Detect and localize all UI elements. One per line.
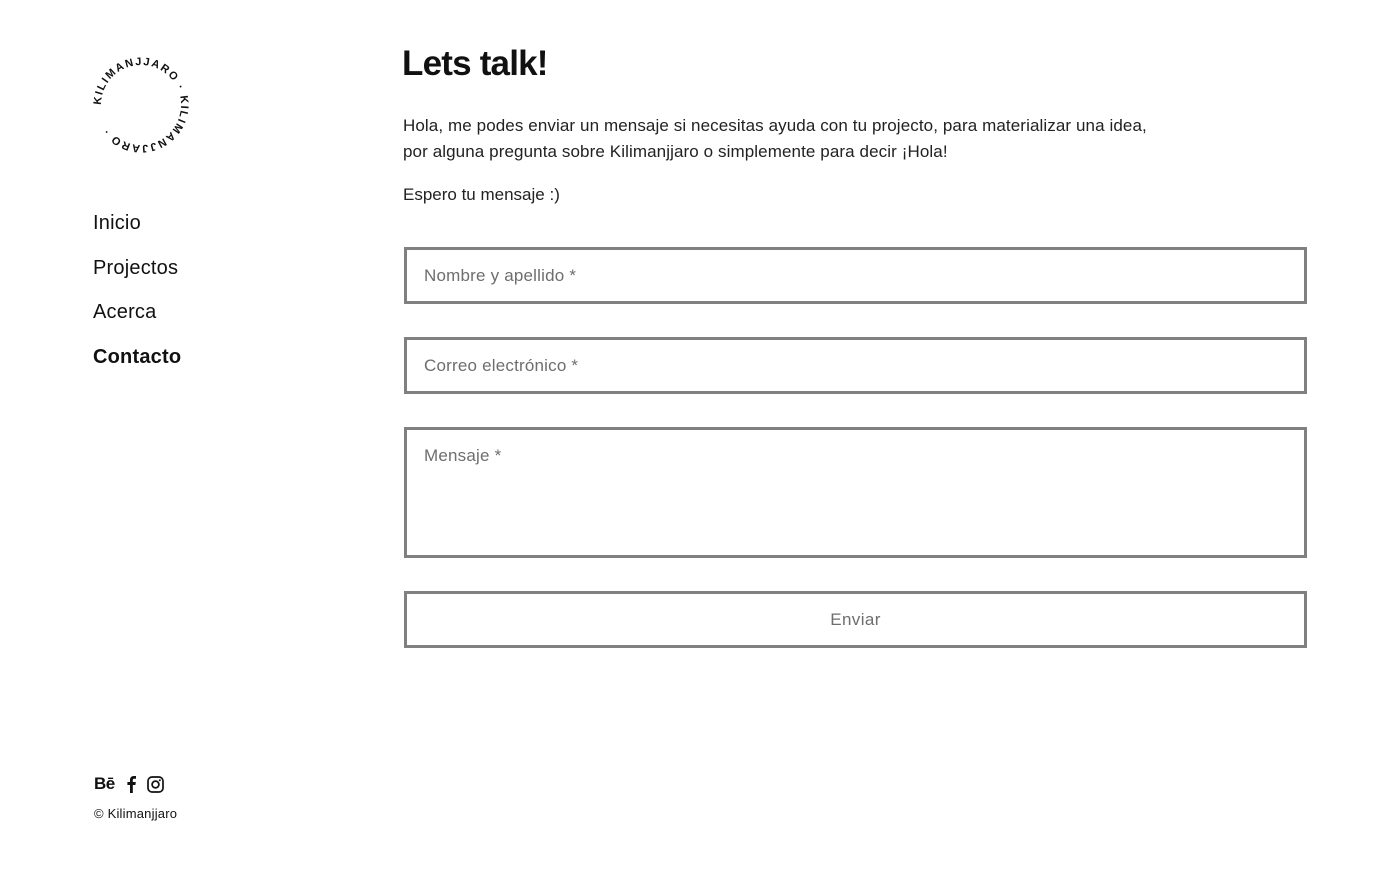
page-title: Lets talk! — [402, 44, 548, 83]
instagram-icon[interactable] — [147, 776, 164, 793]
copyright: © Kilimanjjaro — [94, 806, 178, 821]
message-textarea[interactable] — [404, 427, 1307, 558]
behance-icon[interactable]: Bē — [94, 774, 115, 793]
send-button[interactable]: Enviar — [404, 591, 1307, 648]
logo-text: KILIMANJJARO · KILIMANJJARO · — [92, 56, 190, 154]
nav-item-acerca[interactable]: Acerca — [93, 301, 157, 323]
facebook-icon[interactable] — [125, 775, 137, 793]
main-nav — [93, 208, 181, 386]
email-input[interactable] — [404, 337, 1307, 394]
nav-item-projectos[interactable]: Projectos — [93, 256, 179, 279]
intro-text — [403, 113, 1283, 165]
outro-text: Espero tu mensaje :) — [403, 185, 560, 204]
logo-ring — [92, 56, 190, 154]
name-input[interactable] — [404, 247, 1307, 304]
svg-text:KILIMANJJARO · KILIMANJJARO · — [92, 56, 190, 154]
intro-line-2: por alguna pregunta sobre Kilimanjjaro o simplemente para decir ¡Hola! — [403, 142, 948, 161]
logo[interactable] — [92, 56, 190, 154]
nav-item-inicio[interactable]: Inicio — [93, 212, 141, 234]
nav-item-contacto[interactable]: Contacto — [93, 345, 182, 368]
social-links — [94, 774, 164, 794]
intro-line-1: Hola, me podes enviar un mensaje si necesitas ayuda con tu projecto, para materializar una idea, — [403, 116, 1147, 135]
